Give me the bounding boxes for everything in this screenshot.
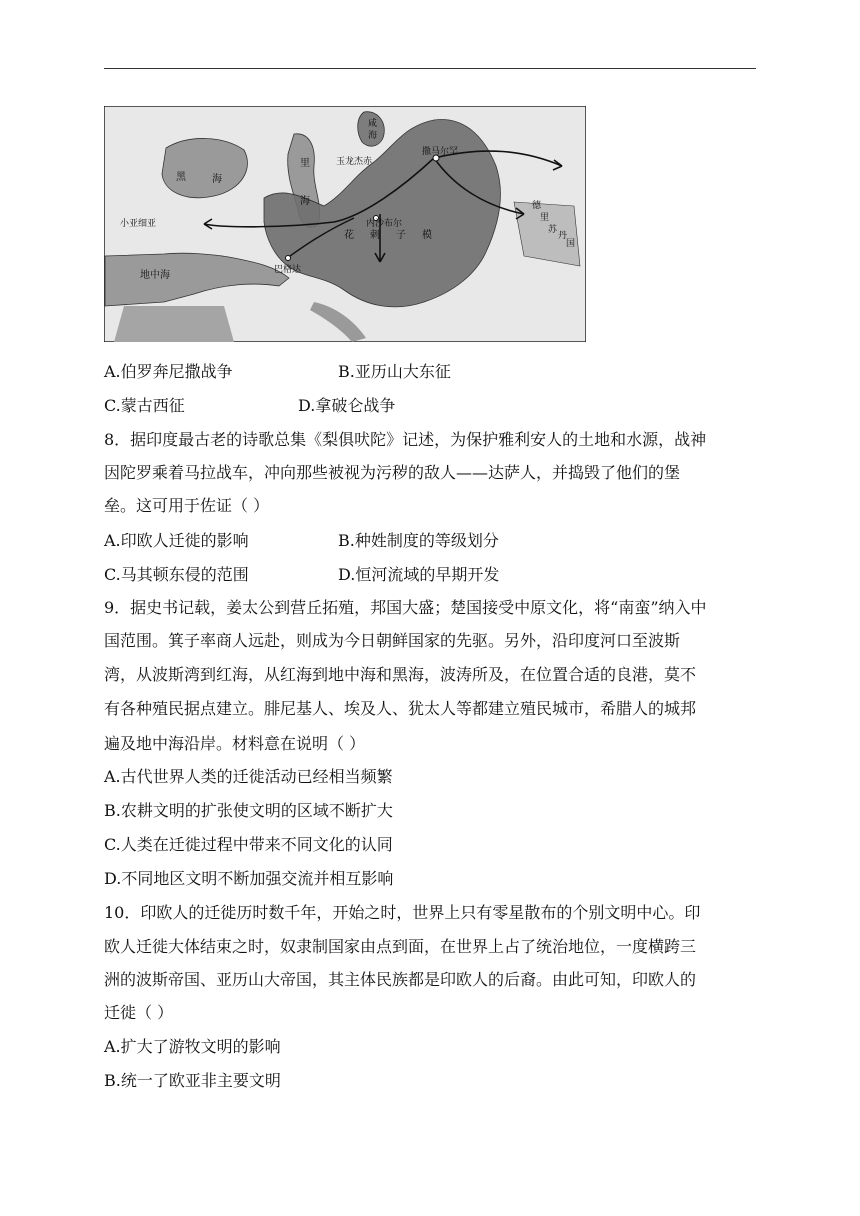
svg-text:苏: 苏 xyxy=(548,225,558,235)
q9-stem-line-2: 国范围。箕子率商人远赴，则成为今日朝鲜国家的先驱。另外，沿印度河口至波斯 xyxy=(104,631,681,650)
q9-stem-line-3: 湾，从波斯湾到红海，从红海到地中海和黑海，波涛所及，在位置合适的良港，莫不 xyxy=(104,665,697,684)
q8-stem-line-2: 因陀罗乘着马拉战车，冲向那些被视为污秽的敌人——达萨人，并捣毁了他们的堡 xyxy=(104,463,681,482)
map-label-asia-minor: 小亚细亚 xyxy=(120,219,157,229)
svg-text:丹: 丹 xyxy=(558,231,568,241)
q9-option-c: C.人类在迁徙过程中带来不同文化的认同 xyxy=(104,835,393,854)
svg-text:剌: 剌 xyxy=(370,230,380,241)
svg-text:国: 国 xyxy=(566,239,576,249)
svg-text:里: 里 xyxy=(540,213,550,223)
q10-stem-line-2: 欧人迁徙大体结束之时，奴隶制国家由点到面，在世界上占了统治地位，一度横跨三 xyxy=(104,937,697,956)
q9-stem-line-5: 遍及地中海沿岸。材料意在说明（ ） xyxy=(104,734,366,753)
q8-option-b: B.种姓制度的等级划分 xyxy=(338,531,499,550)
q9-stem-line-4: 有各种殖民据点建立。腓尼基人、埃及人、犹太人等都建立殖民城市，希腊人的城邦 xyxy=(104,699,697,718)
q10-stem-line-4: 迁徙（ ） xyxy=(104,1003,174,1022)
map-label-samarkand: 撒马尔罕 xyxy=(422,147,459,157)
svg-text:子: 子 xyxy=(396,230,406,241)
svg-text:海: 海 xyxy=(212,174,222,185)
q10-option-a: A.扩大了游牧文明的影响 xyxy=(104,1037,281,1056)
q10-stem-line-3: 洲的波斯帝国、亚历山大帝国，其主体民族都是印欧人的后裔。由此可知，印欧人的 xyxy=(104,970,697,989)
q8-stem-line-1: 8．据印度最古老的诗歌总集《梨俱吠陀》记述，为保护雅利安人的土地和水源，战神 xyxy=(104,430,707,449)
q9-option-d: D.不同地区文明不断加强交流并相互影响 xyxy=(104,869,394,888)
svg-text:海: 海 xyxy=(368,131,378,141)
map-label-urgench: 玉龙杰赤 xyxy=(336,157,373,167)
q10-option-b: B.统一了欧亚非主要文明 xyxy=(104,1071,281,1090)
header-rule xyxy=(104,68,756,69)
q7-option-c: C.蒙古西征 xyxy=(104,396,185,415)
q9-stem-line-1: 9．据史书记载，姜太公到营丘拓殖，邦国大盛；楚国接受中原文化，将“南蛮”纳入中 xyxy=(104,598,707,617)
svg-text:海: 海 xyxy=(300,196,310,207)
q10-stem-line-1: 10．印欧人的迁徙历时数千年，开始之时，世界上只有零星散布的个别文明中心。印 xyxy=(104,903,701,922)
map-label-city: 内沙布尔 xyxy=(366,219,403,229)
map-label-aral: 咸 xyxy=(368,119,378,129)
q8-option-a: A.印欧人迁徙的影响 xyxy=(104,531,249,550)
map-label-khwarazm: 花 xyxy=(344,230,354,241)
q7-option-a: A.伯罗奔尼撒战争 xyxy=(104,362,233,381)
q9-option-a: A.古代世界人类的迁徙活动已经相当频繁 xyxy=(104,767,393,786)
q8-stem-line-3: 垒。这可用于佐证（ ） xyxy=(104,496,270,515)
mongol-campaign-map xyxy=(104,106,586,342)
q7-option-d: D.拿破仑战争 xyxy=(298,396,396,415)
svg-text:模: 模 xyxy=(422,230,432,241)
q7-option-b: B.亚历山大东征 xyxy=(338,362,451,381)
map-label-baghdad: 巴格达 xyxy=(274,265,302,275)
map-label-black-sea: 黑 xyxy=(176,172,186,183)
map-label-caspian: 里 xyxy=(300,158,310,169)
map-label-delhi-sultanate: 德 xyxy=(532,201,542,211)
q8-option-c: C.马其顿东侵的范围 xyxy=(104,565,249,584)
q9-option-b: B.农耕文明的扩张使文明的区域不断扩大 xyxy=(104,801,393,820)
map-label-mediterranean: 地中海 xyxy=(140,270,170,281)
q8-option-d: D.恒河流域的早期开发 xyxy=(338,565,500,584)
